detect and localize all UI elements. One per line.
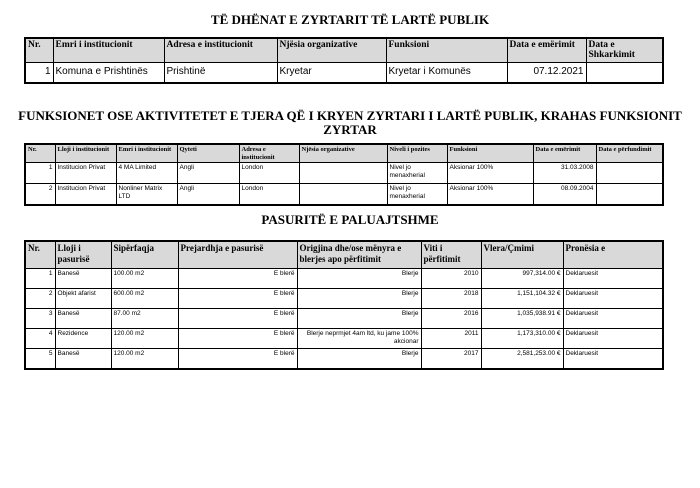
table-cell: 2,581,253.00 €: [481, 349, 563, 370]
table-cell: E blerë: [178, 349, 297, 370]
table-cell: Blerje: [297, 309, 421, 329]
table-row: [25, 163, 663, 184]
table-cell: London: [239, 163, 299, 184]
table-cell: Deklaruesit: [563, 289, 663, 309]
table-cell: Objekt afarist: [55, 289, 111, 309]
table-cell: [299, 163, 387, 184]
header-row: [25, 38, 663, 63]
header-row: [25, 241, 663, 269]
column-header: Njësia organizative: [299, 144, 387, 163]
table-cell: Institucion Privat: [55, 163, 116, 184]
table-row: [25, 63, 663, 84]
section3-title: PASURITË E PALUAJTSHME: [261, 212, 439, 227]
table-cell: 2017: [421, 349, 481, 370]
table-cell: Nivel jo menaxherial: [387, 163, 447, 184]
header-row: [25, 144, 663, 163]
column-header: Niveli i pozites: [387, 144, 447, 163]
table-cell: 1: [25, 163, 55, 184]
table-cell: E blerë: [178, 329, 297, 349]
section2-title-line1: FUNKSIONET OSE AKTIVITETET E TJERA QË I KRYEN ZYRTARI I LARTË PUBLIK, KRAHAS FUNKSIONIT: [18, 108, 682, 123]
table-cell: Blerje: [297, 349, 421, 370]
table-cell: Banesë: [55, 269, 111, 289]
column-header: Adresa e institucionit: [164, 38, 277, 63]
table-cell: Aksionar 100%: [447, 163, 533, 184]
table-cell: 2018: [421, 289, 481, 309]
table-cell: Deklaruesit: [563, 269, 663, 289]
column-header: Viti i përfitimit: [421, 241, 481, 269]
column-header: Origjina dhe/ose mënyra e blerjes apo përfitimit: [297, 241, 421, 269]
table-cell: E blerë: [178, 289, 297, 309]
column-header: Emri i institucionit: [53, 38, 164, 63]
section1-title: TË DHËNAT E ZYRTARIT TË LARTË PUBLIK: [210, 12, 490, 27]
table-row: [25, 289, 663, 309]
table-cell: 4 MA Limited: [116, 163, 177, 184]
table-cell: Rezidence: [55, 329, 111, 349]
column-header: Vlera/Çmimi: [481, 241, 563, 269]
table-cell: Angli: [177, 184, 239, 206]
table-cell: Angli: [177, 163, 239, 184]
table-row: [25, 184, 663, 206]
column-header: Lloji i pasurisë: [55, 241, 111, 269]
table-cell: E blerë: [178, 269, 297, 289]
column-header: Data e emërimit: [507, 38, 586, 63]
column-header: Lloji i institucionit: [55, 144, 116, 163]
table-cell: Kryetar: [277, 63, 386, 84]
table-cell: Nivel jo menaxherial: [387, 184, 447, 206]
table-cell: 2016: [421, 309, 481, 329]
table-cell: [586, 63, 663, 84]
table-cell: Banesë: [55, 309, 111, 329]
table-cell: [596, 163, 663, 184]
table-cell: 4: [25, 329, 55, 349]
table-cell: London: [239, 184, 299, 206]
table-cell: 07.12.2021: [507, 63, 586, 84]
table-cell: Komuna e Prishtinës: [53, 63, 164, 84]
table-row: [25, 269, 663, 289]
table-cell: 1,173,310.00 €: [481, 329, 563, 349]
table-cell: 2: [25, 289, 55, 309]
table-cell: 1: [25, 63, 53, 84]
table-cell: 5: [25, 349, 55, 370]
table-cell: 2: [25, 184, 55, 206]
table-cell: Deklaruesit: [563, 309, 663, 329]
table-cell: 08.09.2004: [533, 184, 596, 206]
column-header: Data e Shkarkimit: [586, 38, 663, 63]
column-header: Data e emërimit: [533, 144, 596, 163]
table-cell: Blerje: [297, 269, 421, 289]
table-cell: 997,314.00 €: [481, 269, 563, 289]
table-cell: Aksionar 100%: [447, 184, 533, 206]
table-cell: Banesë: [55, 349, 111, 370]
table-cell: 3: [25, 309, 55, 329]
column-header: Njësia organizative: [277, 38, 386, 63]
table-cell: 2011: [421, 329, 481, 349]
table-cell: Deklaruesit: [563, 349, 663, 370]
table-cell: 120.00 m2: [111, 349, 178, 370]
column-header: Nr.: [25, 38, 53, 63]
column-header: Funksioni: [447, 144, 533, 163]
table-cell: 1,151,104.32 €: [481, 289, 563, 309]
column-header: Adresa e institucionit: [239, 144, 299, 163]
column-header: Qyteti: [177, 144, 239, 163]
table-cell: Blerje: [297, 289, 421, 309]
table-cell: Blerje neprmjet 4am ltd, ku jame 100% akcionar: [297, 329, 421, 349]
column-header: Pronësia e: [563, 241, 663, 269]
table-cell: Nonliner Matrix LTD: [116, 184, 177, 206]
other-functions-table: [24, 143, 664, 206]
table-cell: 600.00 m2: [111, 289, 178, 309]
column-header: Data e përfundimit: [596, 144, 663, 163]
column-header: Emri i institucionit: [116, 144, 177, 163]
table-cell: [596, 184, 663, 206]
table-cell: Deklaruesit: [563, 329, 663, 349]
table-cell: Prishtinë: [164, 63, 277, 84]
table-row: [25, 309, 663, 329]
table-cell: Institucion Privat: [55, 184, 116, 206]
column-header: Funksioni: [386, 38, 507, 63]
table-cell: 87.00 m2: [111, 309, 178, 329]
table-cell: E blerë: [178, 309, 297, 329]
table-row: [25, 349, 663, 370]
table-cell: 100.00 m2: [111, 269, 178, 289]
column-header: Nr.: [25, 144, 55, 163]
section2-title-line2: ZYRTAR: [323, 122, 377, 137]
table-cell: 120.00 m2: [111, 329, 178, 349]
table-cell: [299, 184, 387, 206]
table-row: [25, 329, 663, 349]
official-data-table: [24, 37, 664, 84]
table-cell: 2010: [421, 269, 481, 289]
table-cell: 1,035,938.91 €: [481, 309, 563, 329]
table-cell: 31.03.2008: [533, 163, 596, 184]
column-header: Prejardhja e pasurisë: [178, 241, 297, 269]
immovable-assets-table: [24, 240, 664, 370]
table-cell: Kryetar i Komunës: [386, 63, 507, 84]
column-header: Sipërfaqja: [111, 241, 178, 269]
column-header: Nr.: [25, 241, 55, 269]
table-cell: 1: [25, 269, 55, 289]
